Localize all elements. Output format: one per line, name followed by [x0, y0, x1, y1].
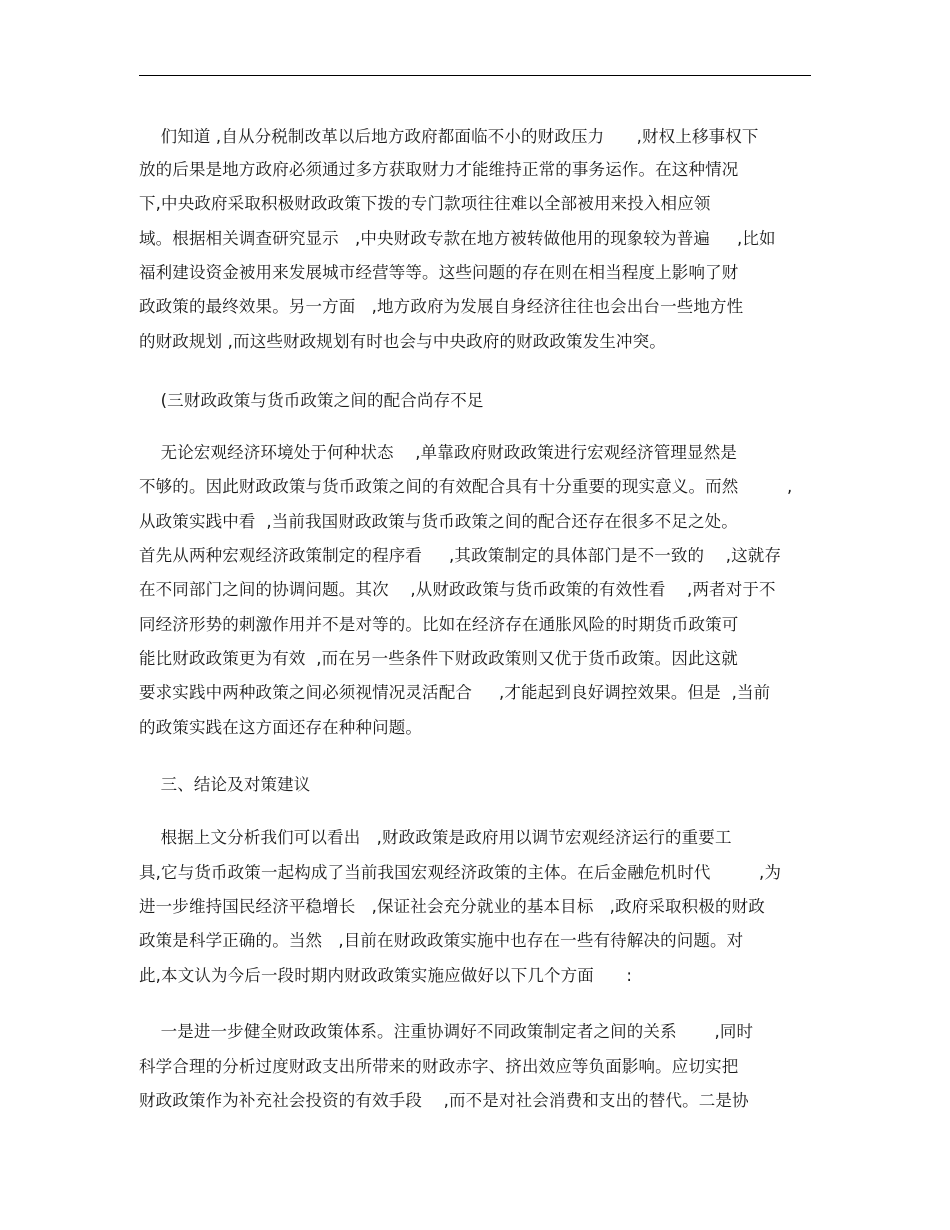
text-line: 科学合理的分析过度财政支出所带来的财政赤字、挤出效应等负面影响。应切实把 — [139, 1057, 739, 1076]
text-line: 们知道 ,自从分税制改革以后地方政府都面临不小的财政压力 ,财权上移事权下 — [139, 127, 759, 146]
text-line: 此,本文认为今后一段时期内财政政策实施应做好以下几个方面 : — [139, 966, 633, 985]
text-line: 政策是科学正确的。当然 ,目前在财政政策实施中也存在一些有待解决的问题。对 — [139, 931, 744, 950]
text-line: 福利建设资金被用来发展城市经营等等。这些问题的存在则在相当程度上影响了财 — [139, 263, 739, 282]
text-line: 首先从两种宏观经济政策制定的程序看 ,其政策制定的具体部门是不一致的 ,这就存 — [139, 546, 782, 565]
text-line: 的政策实践在这方面还存在种种问题。 — [139, 718, 423, 737]
text-line: 进一步维持国民经济平稳增长 ,保证社会充分就业的基本目标 ,政府采取积极的财政 — [139, 897, 765, 916]
text-line: 放的后果是地方政府必须通过多方获取财力才能维持正常的事务运作。在这种情况 — [139, 160, 739, 179]
section-heading: 三、结论及对策建议 — [139, 775, 311, 794]
section-heading: (三财政政策与货币政策之间的配合尚存不足 — [139, 391, 484, 410]
text-line: 财政政策作为补充社会投资的有效手段 ,而不是对社会消费和支出的替代。二是协 — [139, 1091, 749, 1110]
text-line: 同经济形势的刺激作用并不是对等的。比如在经济存在通胀风险的时期货币政策可 — [139, 615, 739, 634]
text-line: 在不同部门之间的协调问题。其次 ,从财政政策与货币政策的有效性看 ,两者对于不 — [139, 580, 776, 599]
text-line: 具,它与货币政策一起构成了当前我国宏观经济政策的主体。在后金融危机时代 ,为 — [139, 863, 782, 882]
text-line: 不够的。因此财政政策与货币政策之间的有效配合具有十分重要的现实意义。而然 , — [139, 477, 793, 496]
text-line: 下,中央政府采取积极财政政策下拨的专门款项往往难以全部被用来投入相应领 — [139, 194, 711, 213]
text-line: 能比财政政策更为有效 ,而在另一些条件下财政政策则又优于货币政策。因此这就 — [139, 649, 738, 668]
text-line: 域。根据相关调查研究显示 ,中央财政专款在地方被转做他用的现象较为普遍 ,比如 — [139, 229, 776, 248]
text-line: 无论宏观经济环境处于何种状态 ,单靠政府财政政策进行宏观经济管理显然是 — [139, 443, 738, 462]
text-line: 要求实践中两种政策之间必须视情况灵活配合 ,才能起到良好调控效果。但是 ,当前 — [139, 683, 771, 702]
text-line: 从政策实践中看 ,当前我国财政政策与货币政策之间的配合还存在很多不足之处。 — [139, 512, 738, 531]
text-line: 的财政规划 ,而这些财政规划有时也会与中央政府的财政政策发生冲突。 — [139, 332, 666, 351]
text-line: 一是进一步健全财政政策体系。注重协调好不同政策制定者之间的关系 ,同时 — [139, 1022, 754, 1041]
text-line: 根据上文分析我们可以看出 ,财政政策是政府用以调节宏观经济运行的重要工 — [139, 828, 732, 847]
text-line: 政政策的最终效果。另一方面 ,地方政府为发展自身经济往往也会出台一些地方性 — [139, 297, 744, 316]
